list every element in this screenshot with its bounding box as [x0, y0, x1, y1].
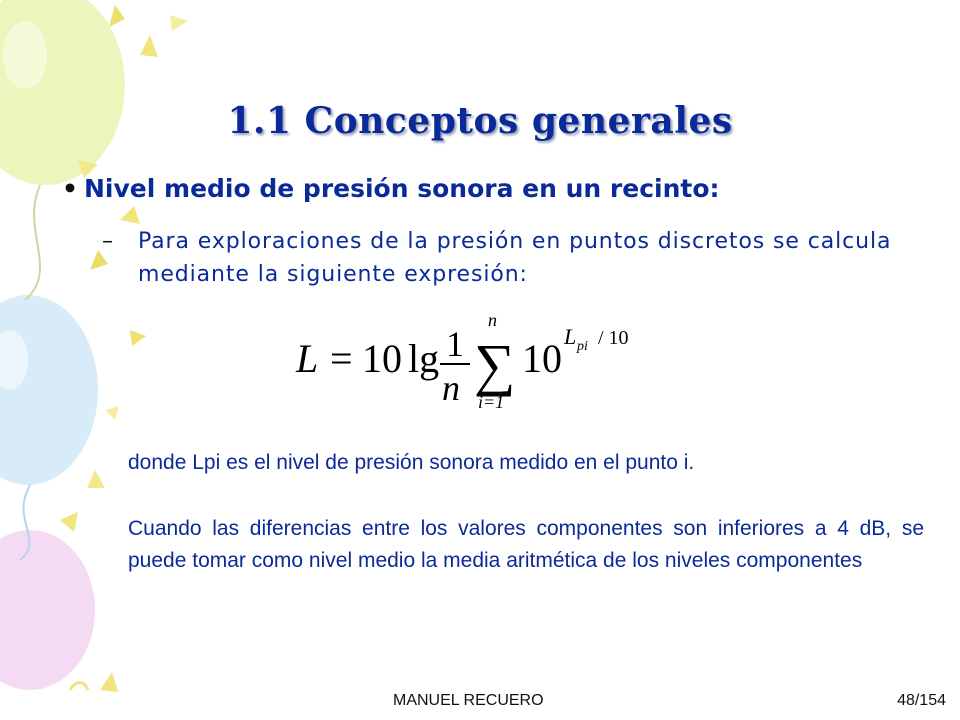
- bullet-heading: [62, 174, 720, 203]
- formula-base: 10: [522, 336, 562, 381]
- formula-frac-num: 1: [446, 324, 464, 364]
- formula-lhs: L: [296, 336, 319, 381]
- footer-author: MANUEL RECUERO: [393, 692, 544, 709]
- paragraph-definition: donde Lpi es el nivel de presión sonora medido en el punto i.: [128, 451, 695, 474]
- paragraph-note: Cuando las diferencias entre los valores componentes son inferiores a 4 dB, se puede tomar como nivel medio la media aritmética de los niveles componentes: [128, 517, 924, 572]
- formula-exp-div: / 10: [598, 327, 629, 349]
- formula-frac-den: n: [442, 368, 460, 408]
- footer-page-number: 48/154: [897, 692, 946, 709]
- formula-equation: [290, 312, 650, 412]
- formula-equals: =: [330, 336, 353, 381]
- formula-sigma: ∑: [474, 332, 516, 397]
- formula-exp-var: L: [564, 324, 577, 349]
- formula-log: lg: [408, 336, 440, 381]
- sub-bullet-text: Para exploraciones de la presión en puntos discretos se calcula mediante la siguiente expresión:: [138, 229, 892, 287]
- formula-exp-sub: pi: [577, 339, 588, 354]
- formula-sum-top: n: [488, 312, 497, 330]
- formula-coef: 10: [362, 336, 402, 381]
- bullet-dot: •: [62, 174, 78, 203]
- slide-title: 1.1 Conceptos generales: [227, 100, 733, 142]
- bullet-text: Nivel medio de presión sonora en un recinto:: [84, 174, 720, 203]
- sub-bullet-dash: –: [102, 229, 113, 254]
- formula-sum-bottom: i=1: [478, 392, 505, 412]
